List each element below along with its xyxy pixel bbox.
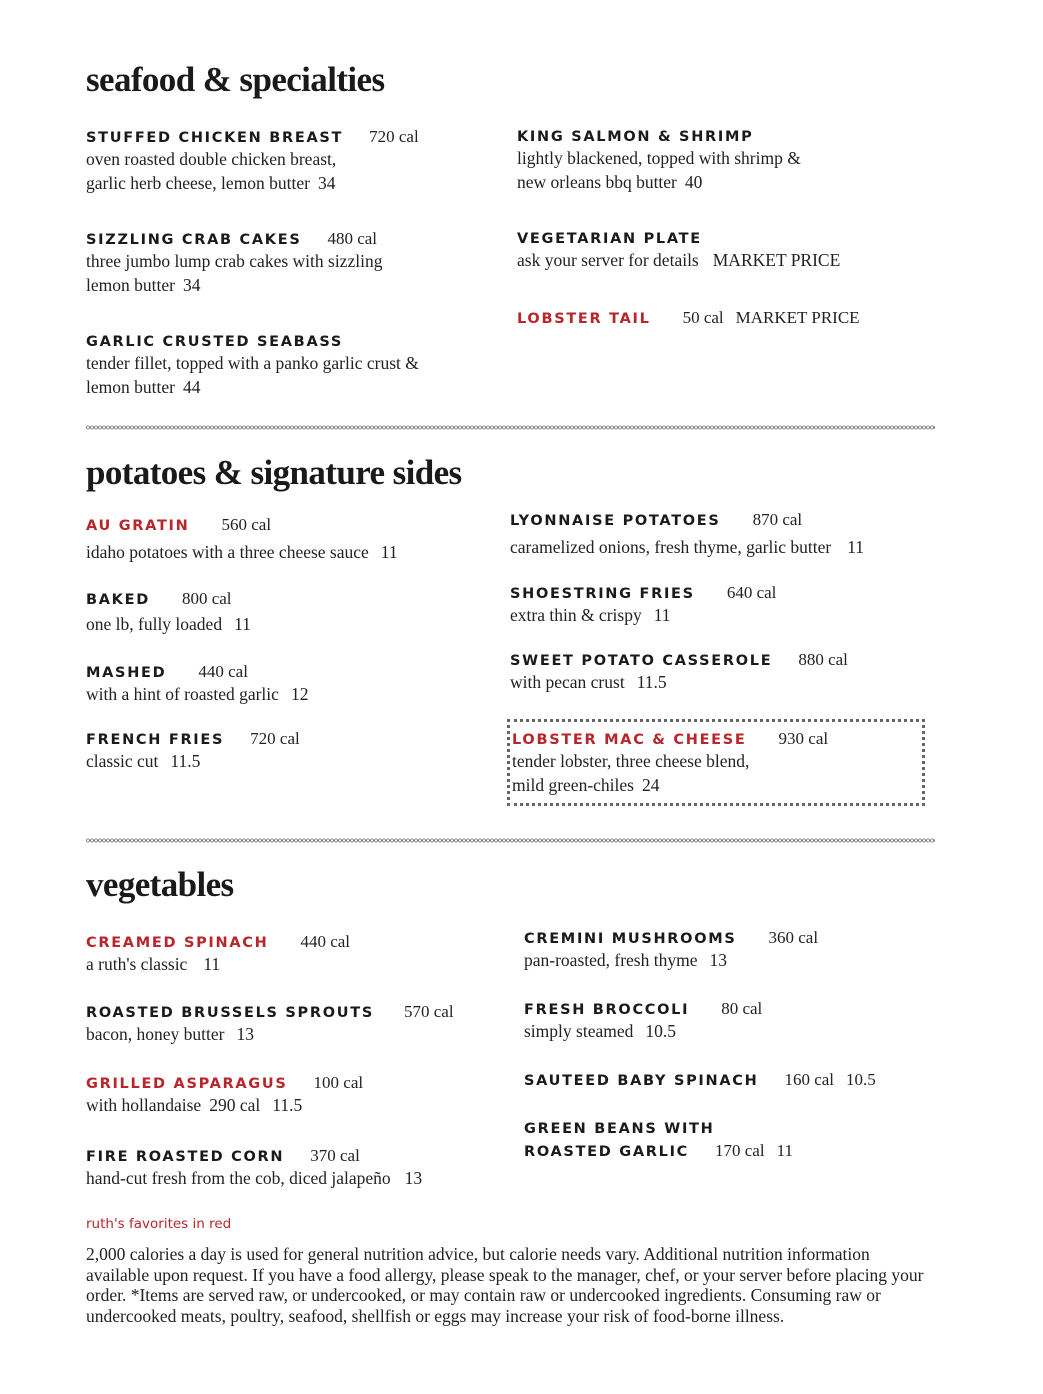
item-calories: 360 cal [768,928,819,947]
desc-line: lemon butter [86,274,175,295]
item-name: FRESH BROCCOLI [524,1002,690,1018]
menu-item-creamed-spinach [86,932,350,977]
item-name: SAUTEED BABY SPINACH [524,1073,759,1089]
section-title-vegetables: vegetables [86,865,234,904]
item-name: LOBSTER MAC & CHEESE [512,732,747,748]
item-name: FRENCH FRIES [86,732,225,748]
item-name: GARLIC CRUSTED SEABASS [86,334,343,350]
item-name: SHOESTRING FRIES [510,586,695,602]
item-calories: 480 cal [327,229,378,248]
desc-line: with hollandaise [86,1095,202,1115]
item-calories: 100 cal [313,1073,364,1092]
item-calories: 640 cal [726,583,777,602]
item-calories: 370 cal [310,1146,360,1165]
desc-line: tender fillet, topped with a panko garlic crust & [86,353,419,373]
menu-item-au-gratin [86,515,398,565]
item-price: 13 [404,1168,423,1188]
desc-line: classic cut [86,751,159,771]
item-price: 10.5 [645,1021,676,1041]
menu-item-sizzling-crab-cakes [86,229,382,297]
desc-line: bacon, honey butter [86,1024,225,1044]
menu-item-sauteed-baby-spinach [524,1070,876,1091]
item-calories: 170 cal [715,1141,765,1160]
item-name: SWEET POTATO CASSEROLE [510,653,773,669]
menu-item-vegetarian-plate [517,229,840,273]
menu-item-roasted-brussels-sprouts [86,1002,454,1047]
desc-line: lemon butter [86,376,175,397]
desc-line: with a hint of roasted garlic [86,684,279,704]
item-calories: 720 cal [369,127,419,146]
menu-item-garlic-crusted-seabass [86,332,419,399]
item-price: 11.5 [170,751,201,771]
item-name: STUFFED CHICKEN BREAST [86,130,344,146]
desc-line: caramelized onions, fresh thyme, garlic butter [510,537,832,557]
menu-item-fresh-broccoli [524,999,762,1044]
item-calories: 870 cal [752,510,803,529]
item-price: 11 [234,614,251,634]
item-calories: 440 cal [198,662,248,681]
desc-line: three jumbo lump crab cakes with sizzling [86,251,383,271]
section-divider [86,425,935,430]
menu-item-green-beans-roasted-garlic [524,1119,793,1162]
desc-line: hand-cut fresh from the cob, diced jalapeño [86,1168,391,1188]
item-price: 12 [290,684,309,704]
desc-line: simply steamed [524,1021,634,1041]
item-price: 11 [203,954,221,974]
item-price: MARKET PRICE [712,250,841,270]
menu-item-lyonnaise-potatoes [510,510,864,560]
item-name: KING SALMON & SHRIMP [517,129,754,145]
item-price: 11 [847,537,865,557]
menu-item-lobster-mac-cheese [512,729,828,797]
item-name: MASHED [86,665,167,681]
item-calories: 880 cal [798,650,848,669]
item-calories: 160 cal [784,1070,835,1089]
item-description [86,148,419,172]
item-name: CREMINI MUSHROOMS [524,931,737,947]
section-title-seafood: seafood & specialties [86,60,385,99]
desc-line: pan-roasted, fresh thyme [524,950,698,970]
item-name-line-2: ROASTED GARLIC [524,1144,690,1160]
item-price: 11.5 [272,1095,303,1115]
item-calories: 50 cal [682,308,724,327]
item-name: LOBSTER TAIL [517,311,651,327]
item-price: 44 [182,376,201,397]
item-name-line-1: GREEN BEANS WITH [524,1121,715,1137]
item-price: 40 [684,171,703,192]
item-name: VEGETARIAN PLATE [517,231,702,247]
menu-item-shoestring-fries [510,583,776,628]
item-price: 13 [709,950,727,970]
menu-item-lobster-tail [517,308,860,329]
item-name: LYONNAISE POTATOES [510,513,721,529]
menu-item-king-salmon-shrimp [517,127,801,194]
item-calories: 800 cal [181,589,232,608]
favorites-note: ruth's favorites in red [86,1216,232,1232]
section-title-sides: potatoes & signature sides [86,453,462,492]
item-calories: 440 cal [300,932,351,951]
nutrition-disclaimer: 2,000 calories a day is used for general nutrition advice, but calorie needs vary. Additional nutrition information available upon request. If you have a food allergy, please speak to the manager, chef, or your server before placing your order. *Items are served raw, or undercooked, or may contain raw or undercooked ingredients. Consuming raw or undercooked meats, poultry, seafood, shellfish or eggs may increase your risk of food-borne illness. [86,1244,924,1326]
desc-line: lightly blackened, topped with shrimp & [517,148,801,168]
item-price: 13 [236,1024,254,1044]
desc-line: extra thin & crispy [510,605,642,625]
menu-item-mashed [86,662,308,707]
item-calories: 570 cal [403,1002,454,1021]
item-name: AU GRATIN [86,518,190,534]
item-price: MARKET PRICE [735,308,860,327]
menu-item-fire-roasted-corn [86,1146,422,1191]
item-calories-2: 290 cal [209,1095,261,1115]
desc-line: a ruth's classic [86,954,188,974]
item-calories: 80 cal [721,999,763,1018]
item-calories: 560 cal [221,515,272,534]
desc-line: mild green-chiles [512,774,634,795]
item-name: ROASTED BRUSSELS SPROUTS [86,1005,374,1021]
desc-line: garlic herb cheese, lemon butter [86,172,310,193]
desc-line: ask your server for details [517,250,699,270]
item-price: 34 [318,172,336,193]
desc-line: new orleans bbq butter [517,171,677,192]
item-name: SIZZLING CRAB CAKES [86,232,302,248]
item-price: 11 [380,542,398,562]
desc-line: one lb, fully loaded [86,614,223,634]
desc-line: idaho potatoes with a three cheese sauce [86,542,369,562]
item-price: 11 [776,1141,793,1160]
desc-line: tender lobster, three cheese blend, [512,751,750,771]
item-name: FIRE ROASTED CORN [86,1149,285,1165]
desc-line: oven roasted double chicken breast, [86,149,337,169]
menu-item-stuffed-chicken-breast [86,127,419,195]
menu-item-grilled-asparagus [86,1073,363,1118]
item-price: 34 [182,274,201,295]
item-price: 11.5 [636,672,667,692]
menu-item-french-fries [86,729,300,774]
item-price: 11 [653,605,671,625]
item-price: 10.5 [846,1070,876,1089]
desc-line: with pecan crust [510,672,625,692]
section-divider [86,838,935,843]
menu-item-cremini-mushrooms [524,928,818,973]
item-name: BAKED [86,592,150,608]
item-name: GRILLED ASPARAGUS [86,1076,288,1092]
menu-item-baked [86,589,251,637]
item-price: 24 [641,774,660,795]
item-calories: 930 cal [778,729,829,748]
item-calories: 720 cal [250,729,300,748]
item-name: CREAMED SPINACH [86,935,269,951]
menu-item-sweet-potato-casserole [510,650,848,695]
